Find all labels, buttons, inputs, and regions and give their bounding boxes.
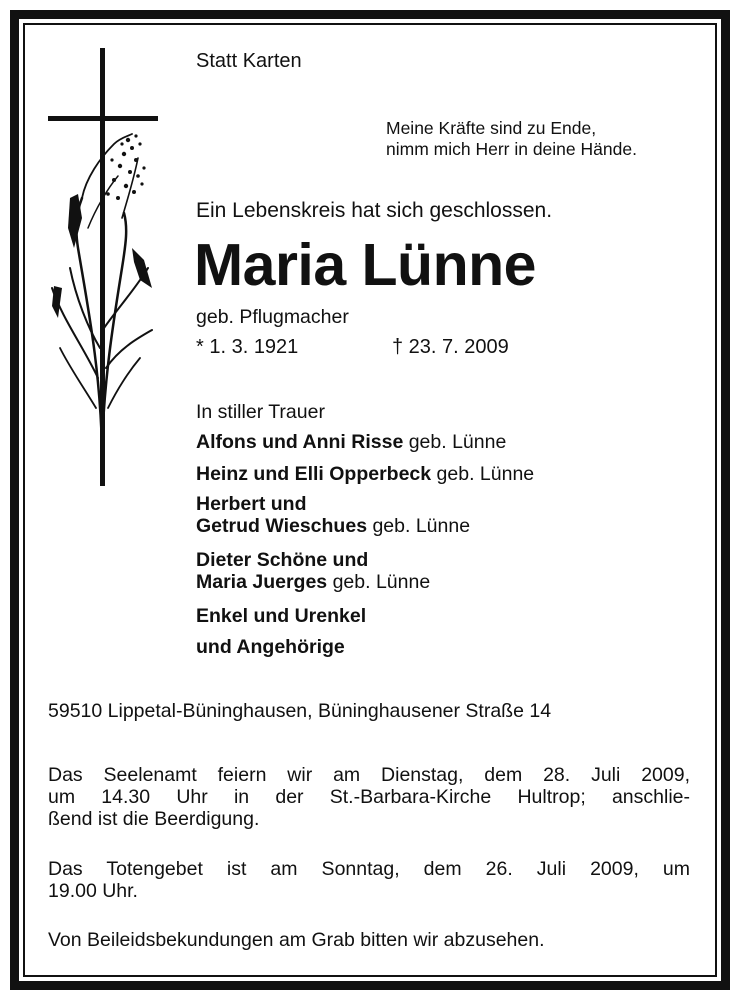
family-suffix: geb. Lünne — [327, 571, 431, 593]
family-names: Heinz und Elli Opperbeck — [196, 463, 432, 485]
family-entry — [196, 431, 506, 453]
family-entry — [196, 636, 345, 658]
family-names: und Angehörige — [196, 636, 345, 658]
motto-line: Meine Kräfte sind zu Ende, — [386, 118, 597, 138]
address: 59510 Lippetal-Büninghausen, Büninghausener Straße 14 — [48, 700, 552, 722]
intro-text: Ein Lebenskreis hat sich geschlossen. — [196, 199, 553, 222]
paragraph-line: Von Beileidsbekundungen am Grab bitten wir abzusehen. — [48, 929, 545, 951]
family-names: Getrud Wieschues — [196, 515, 368, 537]
family-entry — [196, 549, 430, 593]
family-entry — [196, 493, 470, 537]
family-names: Dieter Schöne und — [196, 549, 369, 571]
deceased-name: Maria Lünne — [194, 232, 536, 298]
paragraph-line: Das Totengebet ist am Sonntag, dem 26. Juli 2009, um — [48, 858, 690, 880]
family-names: Maria Juerges — [196, 571, 328, 593]
paragraph-line: ßend ist die Beerdigung. — [48, 808, 260, 830]
death-date: † 23. 7. 2009 — [392, 336, 509, 358]
paragraph-line: um 14.30 Uhr in der St.-Barbara-Kirche Hultrop; anschlie- — [48, 786, 690, 808]
family-suffix: geb. Lünne — [431, 463, 535, 485]
family-entry — [196, 463, 534, 485]
family-entry — [196, 605, 366, 627]
mourning-line: In stiller Trauer — [196, 401, 325, 423]
prayer-paragraph — [48, 858, 690, 902]
paragraph-line: Das Seelenamt feiern wir am Dienstag, dem 28. Juli 2009, — [48, 764, 690, 786]
funeral-mass-paragraph — [48, 764, 690, 830]
cross-with-grass-icon — [48, 48, 160, 488]
birth-date: * 1. 3. 1921 — [196, 336, 299, 358]
motto-line: nimm mich Herr in deine Hände. — [386, 139, 637, 159]
family-names: Herbert und — [196, 493, 307, 515]
birth-name: geb. Pflugmacher — [196, 306, 349, 328]
condolence-paragraph — [48, 929, 690, 951]
family-names: Enkel und Urenkel — [196, 605, 367, 627]
header-text: Statt Karten — [196, 50, 302, 72]
paragraph-line: 19.00 Uhr. — [48, 880, 138, 902]
motto — [386, 118, 637, 160]
family-suffix: geb. Lünne — [367, 515, 471, 537]
family-names: Alfons und Anni Risse — [196, 431, 404, 453]
family-suffix: geb. Lünne — [403, 431, 507, 453]
